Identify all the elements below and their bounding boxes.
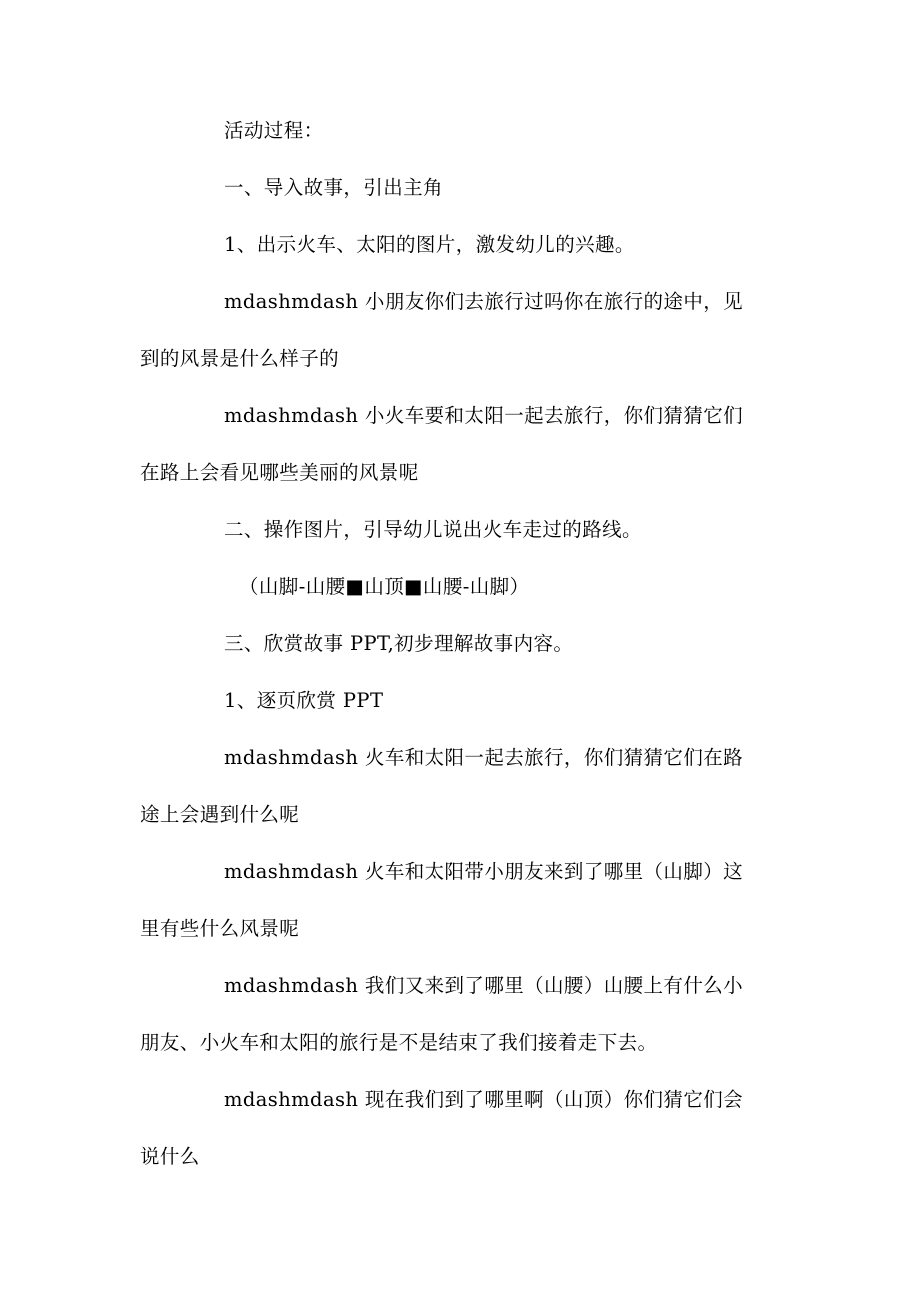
q1-line1: mdashmdash 小朋友你们去旅行过吗你在旅行的途中，见 [224,290,744,313]
q4-line1: mdashmdash 火车和太阳带小朋友来到了哪里（山脚）这 [224,860,744,883]
q4-line2: 里有些什么风景呢 [140,917,300,940]
q6-line1: mdashmdash 现在我们到了哪里啊（山顶）你们猜它们会 [224,1088,744,1111]
q1-line2: 到的风景是什么样子的 [140,347,340,370]
section1-title: 一、导入故事，引出主角 [224,176,443,199]
q5-line2: 朋友、小火车和太阳的旅行是不是结束了我们接着走下去。 [140,1031,658,1054]
section2-title: 二、操作图片，引导幼儿说出火车走过的路线。 [224,518,642,541]
heading: 活动过程： [224,119,324,142]
section3-title: 三、欣赏故事 PPT,初步理解故事内容。 [224,632,574,655]
q5-line1: mdashmdash 我们又来到了哪里（山腰）山腰上有什么小 [224,974,744,997]
route: （山脚-山腰■山顶■山腰-山脚） [239,575,530,598]
step3-1: 1、逐页欣赏 PPT [224,689,384,712]
q3-line2: 途上会遇到什么呢 [140,803,300,826]
q6-line2: 说什么 [140,1145,200,1168]
q2-line2: 在路上会看见哪些美丽的风景呢 [140,461,419,484]
step1: 1、出示火车、太阳的图片，激发幼儿的兴趣。 [224,233,635,256]
q2-line1: mdashmdash 小火车要和太阳一起去旅行，你们猜猜它们 [224,404,744,427]
q3-line1: mdashmdash 火车和太阳一起去旅行，你们猜猜它们在路 [224,746,744,769]
